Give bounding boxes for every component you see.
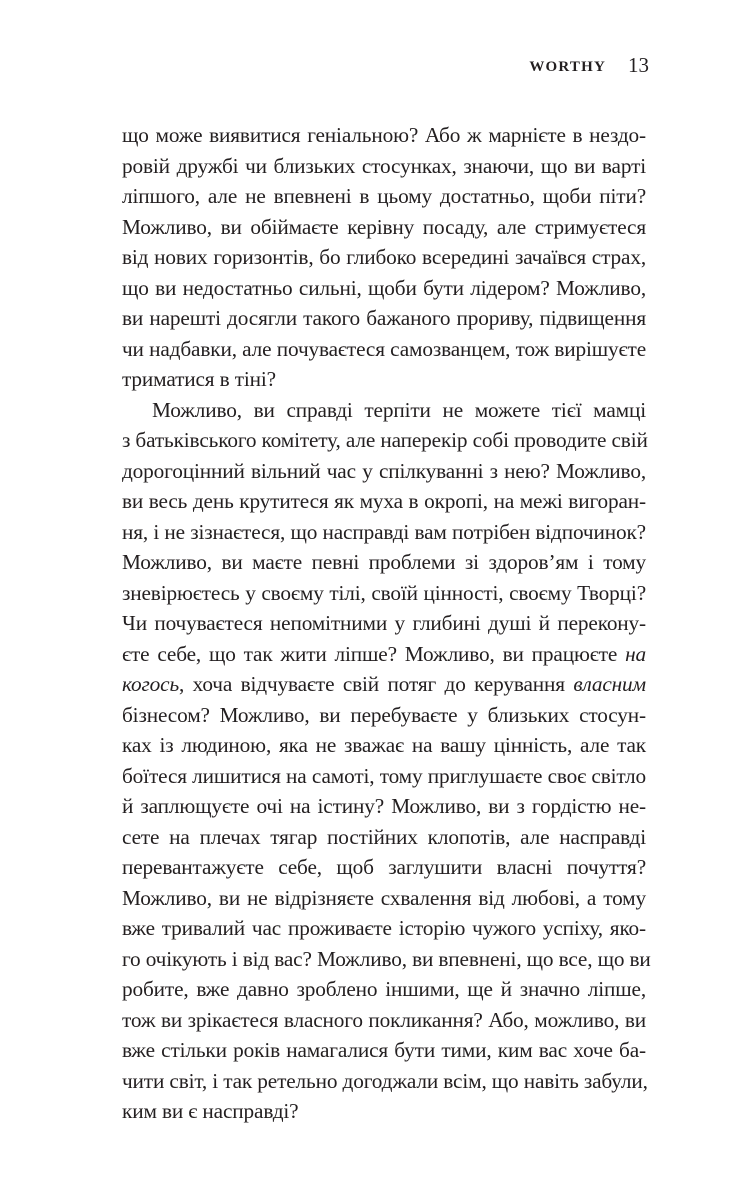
text-segment: Можливо, ви маєте певні проблеми зі здоров’ям і тому	[122, 550, 646, 574]
italic-text: власним	[573, 672, 646, 696]
paragraph	[122, 395, 651, 1127]
text-segment: Можливо, ви не відрізняєте схвалення від любові, а тому	[122, 885, 646, 910]
text-segment: Можливо, ви справді терпіти не можете тієї мамці	[152, 397, 646, 422]
text-line	[122, 273, 646, 304]
text-segment: чи надбавки, але почуваєтеся самозванцем, тож вирішуєте	[122, 336, 646, 361]
text-segment: єте себе, що так жити ліпше? Можливо, ви працюєте	[122, 641, 626, 666]
page-number: 13	[628, 53, 649, 77]
text-segment: ліпшого, але не впевнені в цьому достатньо, щоби піти?	[122, 184, 646, 208]
text-segment: сете на плечах тягар постійних клопотів, але насправді	[122, 824, 646, 849]
text-line	[122, 730, 646, 761]
text-segment: ви весь день крутитеся як муха в окропі, на межі вигоран-	[122, 489, 646, 513]
text-line	[122, 761, 646, 792]
text-line	[122, 944, 651, 975]
text-line	[122, 303, 646, 334]
text-segment: ня, і не зізнаєтеся, що насправді вам потрібен відпочинок?	[122, 519, 646, 544]
paragraph	[122, 120, 646, 395]
text-segment: вже стільки років намагалися бути тими, ким вас хоче ба-	[122, 1038, 646, 1062]
text-segment: Чи почуваєтеся непомітними у глибині душі й перекону-	[122, 611, 646, 635]
text-line	[122, 852, 646, 883]
text-line	[122, 425, 646, 456]
text-segment: ках із людиною, яка не зважає на вашу цінність, але так	[122, 733, 646, 757]
text-segment: тож ви зрікаєтеся власного покликання? Або, можливо, ви	[122, 1007, 646, 1032]
text-line	[122, 395, 646, 426]
text-line	[122, 151, 646, 182]
text-segment: дорогоцінний вільний час у спілкуванні з нею? Можливо,	[122, 458, 646, 483]
body-text	[122, 120, 651, 1127]
running-head	[529, 58, 606, 76]
running-head-title: WORTHY	[529, 59, 606, 75]
text-segment: Можливо, ви обіймаєте керівну посаду, але стримуєтеся	[122, 214, 646, 239]
text-line	[122, 700, 646, 731]
text-line	[122, 974, 646, 1005]
text-line	[122, 212, 646, 243]
text-line	[122, 1005, 646, 1036]
text-line	[122, 791, 646, 822]
text-line	[122, 639, 646, 670]
text-segment: ви нарешті досягли такого бажаного прориву, підвищення	[122, 306, 646, 330]
text-line	[122, 181, 646, 212]
text-line	[122, 822, 646, 853]
text-segment: від нових горизонтів, бо глибоко всередині зачаївся страх,	[122, 245, 646, 269]
text-line	[122, 883, 646, 914]
text-line	[122, 608, 646, 639]
text-segment: робите, вже давно зроблено іншими, ще й значно ліпше,	[122, 977, 646, 1001]
text-segment: го очікують і від вас? Можливо, ви впевнені, що все, що ви	[122, 946, 651, 971]
text-segment: триматися в тіні?	[122, 367, 276, 391]
italic-text: на	[625, 641, 646, 666]
text-segment: ким ви є насправді?	[122, 1099, 299, 1123]
text-line	[122, 456, 646, 487]
text-segment: ровій дружбі чи близьких стосунках, знаючи, що ви варті	[122, 153, 646, 178]
text-line	[122, 120, 646, 151]
text-segment: боїтеся лишитися на самоті, тому приглушаєте своє світло	[122, 763, 646, 788]
text-line	[122, 1035, 646, 1066]
text-line	[122, 1096, 646, 1127]
text-segment: зневірюєтесь у своєму тілі, своїй цінності, своєму Творці?	[122, 580, 646, 605]
text-line	[122, 547, 646, 578]
text-segment: вже тривалий час проживаєте історію чужого успіху, яко-	[122, 916, 646, 940]
text-segment: чити світ, і так ретельно догоджали всім, що навіть забули,	[122, 1068, 648, 1093]
text-segment: з батьківського комітету, але наперекір собі проводите свій	[122, 428, 648, 452]
text-line	[122, 242, 646, 273]
text-line	[122, 486, 646, 517]
text-line	[122, 517, 646, 548]
text-segment: , хоча відчуваєте свій потяг до керування	[179, 672, 574, 696]
text-line	[122, 334, 646, 365]
text-line	[122, 578, 646, 609]
text-segment: бізнесом? Можливо, ви перебуваєте у близьких стосун-	[122, 702, 646, 727]
text-line	[122, 1066, 646, 1097]
text-segment: перевантажуєте себе, щоб заглушити власні почуття?	[122, 855, 646, 879]
text-segment: що може виявитися геніальною? Або ж марнієте в нездо-	[122, 123, 646, 147]
italic-text: когось	[122, 672, 180, 696]
text-line	[122, 669, 646, 700]
text-segment: що ви недостатньо сильні, щоби бути лідером? Можливо,	[122, 275, 646, 300]
text-segment: й заплющуєте очі на істину? Можливо, ви з гордістю не-	[122, 794, 646, 818]
text-line	[122, 913, 646, 944]
text-line	[122, 364, 646, 395]
